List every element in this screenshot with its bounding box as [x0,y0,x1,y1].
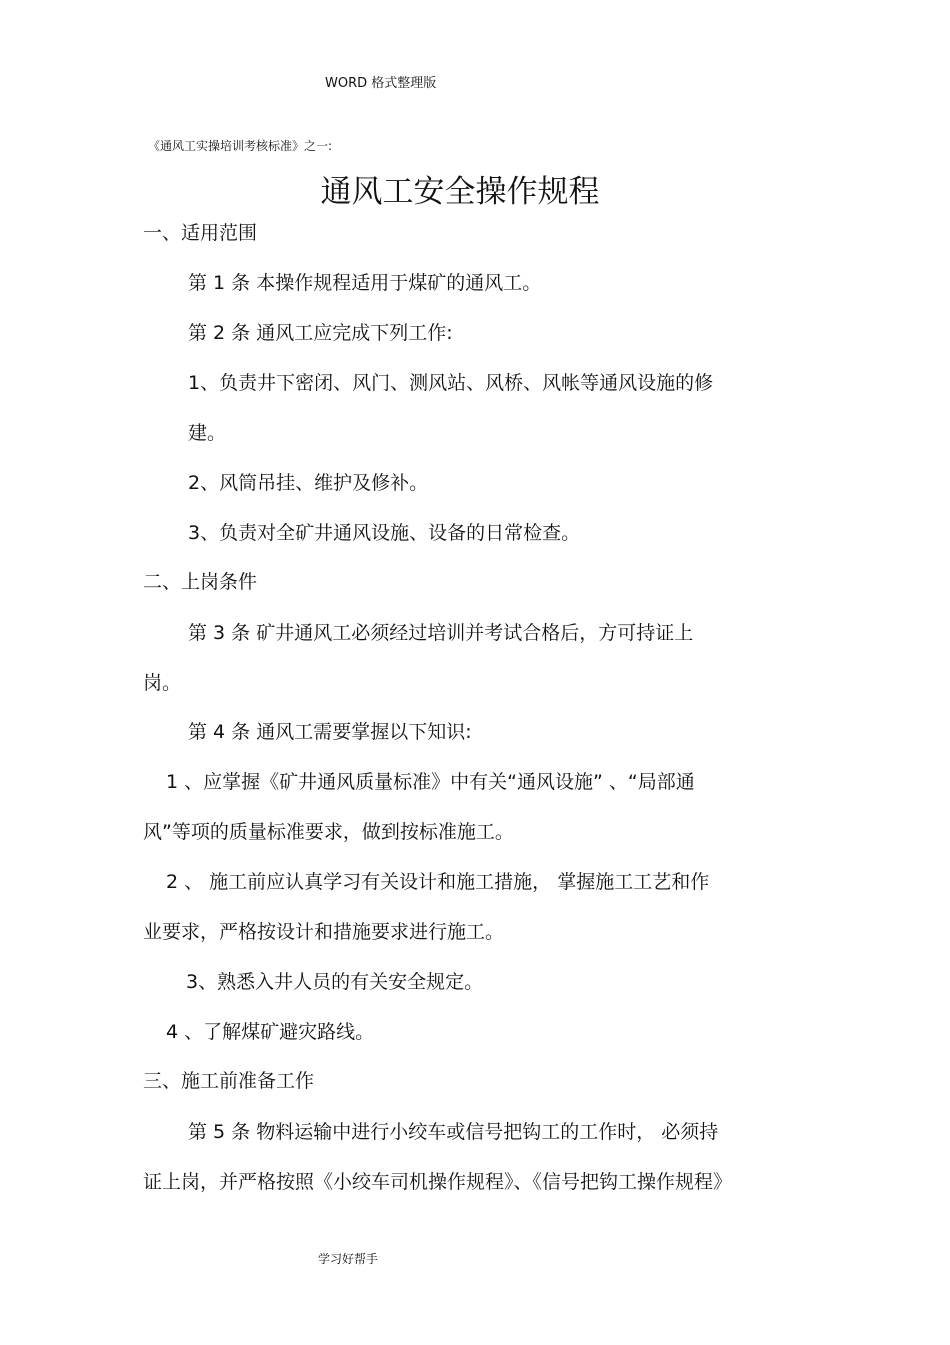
document-title: 通风工安全操作规程 [320,174,600,210]
page-header: WORD 格式整理版 [325,76,437,91]
paragraph-line: 第 5 条 物料运输中进行小绞车或信号把钩工的工作时， 必须持 [188,1121,719,1143]
paragraph-line: 风”等项的质量标准要求，做到按标准施工。 [143,821,514,843]
paragraph-line: 4 、了解煤矿避灾路线。 [166,1021,375,1043]
paragraph-line: 证上岗，并严格按照《小绞车司机操作规程》、《信号把钩工操作规程》 [143,1171,733,1193]
page-footer: 学习好帮手 [318,1252,379,1266]
paragraph-line: 2 、 施工前应认真学习有关设计和施工措施， 掌握施工工艺和作 [166,871,710,893]
paragraph-line: 岗。 [143,672,182,694]
paragraph-line: 第 2 条 通风工应完成下列工作: [188,322,453,344]
paragraph-line: 建。 [188,422,227,444]
section-heading: 三、施工前准备工作 [143,1070,315,1092]
section-heading: 一、适用范围 [143,222,258,244]
paragraph-line: 业要求，严格按设计和措施要求进行施工。 [143,921,505,943]
paragraph-line: 第 4 条 通风工需要掌握以下知识: [188,721,472,743]
paragraph-line: 3、负责对全矿井通风设施、设备的日常检查。 [188,522,581,544]
paragraph-line: 3、熟悉入井人员的有关安全规定。 [186,971,484,993]
paragraph-line: 1 、应掌握《矿井通风质量标准》中有关“通风设施” 、“局部通 [166,771,695,793]
source-note: 《通风工实操培训考核标准》之一: [148,139,333,153]
paragraph-line: 2、风筒吊挂、维护及修补。 [188,472,429,494]
paragraph-line: 1、负责井下密闭、风门、测风站、风桥、风帐等通风设施的修 [188,372,714,394]
paragraph-line: 第 1 条 本操作规程适用于煤矿的通风工。 [188,272,542,294]
section-heading: 二、上岗条件 [143,571,258,593]
paragraph-line: 第 3 条 矿井通风工必须经过培训并考试合格后，方可持证上 [188,622,694,644]
